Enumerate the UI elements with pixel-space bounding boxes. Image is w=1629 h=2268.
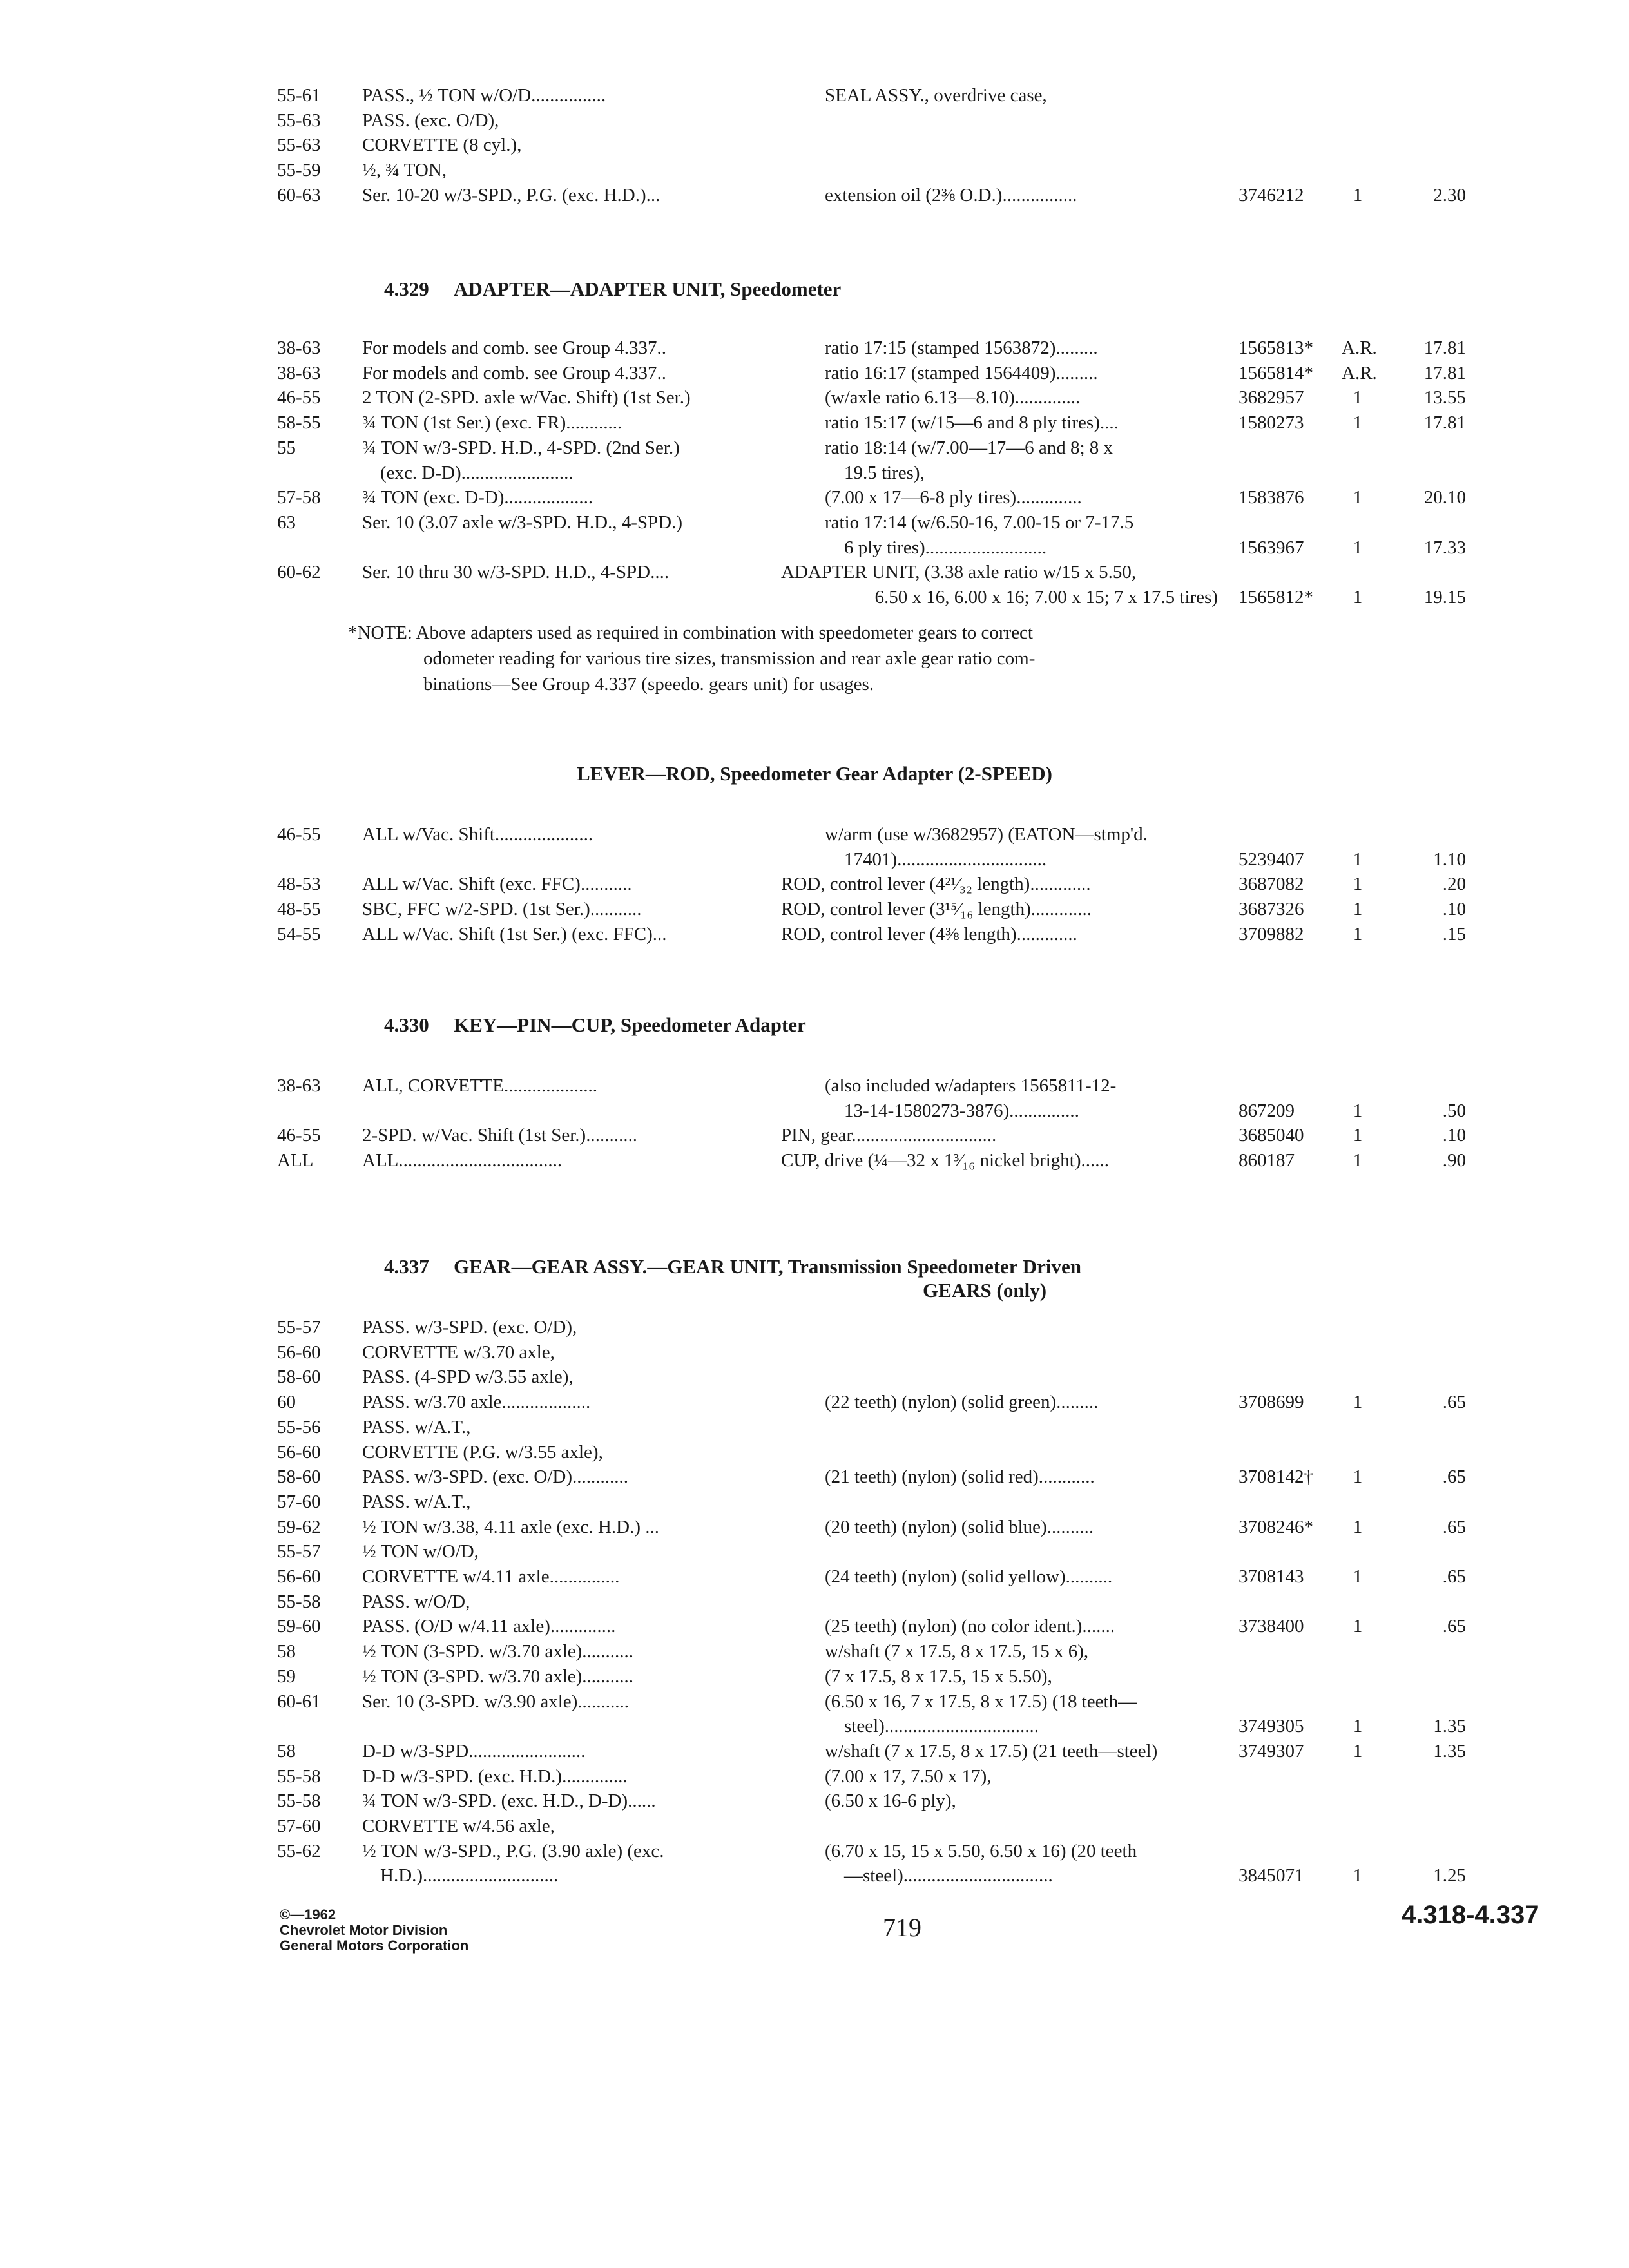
description: (6.50 x 16-6 ply), xyxy=(825,1791,956,1812)
model-year: 58 xyxy=(277,1641,296,1662)
description: (21 teeth) (nylon) (solid red)............ xyxy=(825,1466,1095,1488)
description: ROD, control lever (4²¹⁄₃₂ length)............. xyxy=(781,874,1091,895)
part-number: 3685040 xyxy=(1239,1125,1304,1146)
description: ROD, control lever (3¹⁵⁄₁₆ length)............. xyxy=(781,899,1092,920)
section-title: LEVER—ROD, Speedometer Gear Adapter (2-SPEED) xyxy=(577,762,1052,785)
description: ROD, control lever (4⅜ length)............. xyxy=(781,923,1077,945)
application: For models and comb. see Group 4.337.. xyxy=(362,362,666,383)
application: ALL................................... xyxy=(362,1150,563,1171)
section-heading xyxy=(0,274,1629,304)
application: D-D w/3-SPD......................... xyxy=(362,1740,586,1762)
section-title: GEAR—GEAR ASSY.—GEAR UNIT, Transmission Speedometer Driven xyxy=(454,1255,1082,1278)
description: w/arm (use w/3682957) (EATON—stmp'd. xyxy=(825,824,1148,845)
price: .65 xyxy=(1442,1516,1466,1537)
parts-row xyxy=(0,847,1629,872)
description: ratio 16:17 (stamped 1564409)......... xyxy=(825,362,1098,383)
model-year: 59-62 xyxy=(277,1516,321,1537)
quantity: 1 xyxy=(1353,899,1363,920)
application: Ser. 10 thru 30 w/3-SPD. H.D., 4-SPD.... xyxy=(362,562,670,583)
quantity: 1 xyxy=(1353,849,1363,870)
model-year: 56-60 xyxy=(277,1566,321,1587)
parts-row xyxy=(0,1613,1629,1639)
description: (6.50 x 16, 7 x 17.5, 8 x 17.5) (18 teeth— xyxy=(825,1691,1137,1712)
model-year: 46-55 xyxy=(277,1125,321,1146)
quantity: 1 xyxy=(1353,1616,1363,1637)
application: D-D w/3-SPD. (exc. H.D.).............. xyxy=(362,1765,628,1787)
quantity: 1 xyxy=(1353,1125,1363,1146)
model-year: 55-63 xyxy=(277,135,321,156)
quantity: 1 xyxy=(1353,412,1363,434)
model-year: 58-60 xyxy=(277,1466,321,1488)
model-year: 55-62 xyxy=(277,1840,321,1861)
model-year: 54-55 xyxy=(277,923,321,945)
part-number: 867209 xyxy=(1239,1100,1295,1121)
description: ratio 17:14 (w/6.50-16, 7.00-15 or 7-17.5 xyxy=(825,512,1134,533)
parts-row xyxy=(0,1073,1629,1099)
description: (7.00 x 17—6-8 ply tires).............. xyxy=(825,487,1082,508)
part-number: 1565812* xyxy=(1239,587,1313,608)
parts-row xyxy=(0,1148,1629,1173)
parts-row xyxy=(0,1738,1629,1764)
parts-row xyxy=(0,871,1629,897)
part-number: 3746212 xyxy=(1239,184,1304,206)
model-year: 55-59 xyxy=(277,160,321,181)
application: ALL w/Vac. Shift..................... xyxy=(362,824,593,845)
parts-row xyxy=(0,1813,1629,1839)
description: ratio 17:15 (stamped 1563872)......... xyxy=(825,338,1098,358)
model-year: 58-60 xyxy=(277,1367,321,1388)
description: (w/axle ratio 6.13—8.10).............. xyxy=(825,387,1081,408)
model-year: 48-55 xyxy=(277,899,321,920)
quantity: 1 xyxy=(1353,587,1363,608)
model-year: 58 xyxy=(277,1740,296,1762)
model-year: 38-63 xyxy=(277,338,321,358)
description: (6.70 x 15, 15 x 5.50, 6.50 x 16) (20 teeth xyxy=(825,1840,1137,1861)
price: 20.10 xyxy=(1423,487,1466,508)
parts-row xyxy=(0,584,1629,610)
model-year: 59 xyxy=(277,1666,296,1687)
part-number: 3682957 xyxy=(1239,387,1304,408)
part-number: 3738400 xyxy=(1239,1616,1304,1637)
model-year: 46-55 xyxy=(277,387,321,408)
quantity: 1 xyxy=(1353,1150,1363,1171)
quantity: 1 xyxy=(1353,1716,1363,1737)
parts-row xyxy=(0,182,1629,208)
parts-row xyxy=(0,82,1629,108)
part-number: 1583876 xyxy=(1239,487,1304,508)
section-title: ADAPTER—ADAPTER UNIT, Speedometer xyxy=(454,278,842,300)
application: PASS. (exc. O/D), xyxy=(362,110,499,131)
quantity: 1 xyxy=(1353,387,1363,408)
price: 13.55 xyxy=(1423,387,1466,408)
model-year: 56-60 xyxy=(277,1341,321,1363)
application: CORVETTE w/4.11 axle............... xyxy=(362,1566,620,1587)
footnote xyxy=(348,620,1231,697)
part-number: 1565814* xyxy=(1239,362,1313,383)
model-year: ALL xyxy=(277,1150,314,1171)
part-number: 3708246* xyxy=(1239,1516,1313,1537)
quantity: 1 xyxy=(1353,1100,1363,1121)
quantity: 1 xyxy=(1353,1865,1363,1887)
price: 1.35 xyxy=(1433,1716,1466,1737)
price: 17.81 xyxy=(1423,362,1466,383)
part-number: 3749307 xyxy=(1239,1740,1304,1762)
price: 17.81 xyxy=(1423,412,1466,434)
parts-row xyxy=(0,1639,1629,1664)
application: (exc. D-D)........................ xyxy=(380,462,574,483)
application: PASS. w/O/D, xyxy=(362,1591,470,1612)
description: —steel)................................ xyxy=(844,1865,1053,1887)
application: ½ TON w/3-SPD., P.G. (3.90 axle) (exc. xyxy=(362,1840,664,1861)
part-number: 3687082 xyxy=(1239,874,1304,895)
parts-row xyxy=(0,559,1629,585)
price: 1.35 xyxy=(1433,1740,1466,1762)
model-year: 55-57 xyxy=(277,1317,321,1338)
model-year: 55-58 xyxy=(277,1791,321,1812)
parts-row xyxy=(0,435,1629,461)
group-range: 4.318-4.337 xyxy=(1402,1901,1539,1929)
model-year: 55 xyxy=(277,437,296,458)
application: PASS. (O/D w/4.11 axle).............. xyxy=(362,1616,616,1637)
section-heading xyxy=(0,1010,1629,1040)
parts-row xyxy=(0,410,1629,436)
parts-row xyxy=(0,157,1629,183)
description: SEAL ASSY., overdrive case, xyxy=(825,85,1047,106)
description: (7.00 x 17, 7.50 x 17), xyxy=(825,1765,992,1787)
parts-row xyxy=(0,1514,1629,1540)
parts-row xyxy=(0,1098,1629,1124)
price: .65 xyxy=(1442,1466,1466,1488)
price: .15 xyxy=(1442,923,1466,945)
application: PASS. w/3-SPD. (exc. O/D), xyxy=(362,1317,577,1338)
application: ALL, CORVETTE.................... xyxy=(362,1075,597,1096)
parts-row xyxy=(0,1340,1629,1365)
application: ½ TON w/3.38, 4.11 axle (exc. H.D.) ... xyxy=(362,1516,659,1537)
model-year: 59-60 xyxy=(277,1616,321,1637)
quantity: 1 xyxy=(1353,1392,1363,1413)
description: (22 teeth) (nylon) (solid green)......... xyxy=(825,1392,1099,1413)
part-number: 5239407 xyxy=(1239,849,1304,870)
application: Ser. 10 (3.07 axle w/3-SPD. H.D., 4-SPD.) xyxy=(362,512,683,533)
parts-row xyxy=(0,1589,1629,1615)
application: PASS. (4-SPD w/3.55 axle), xyxy=(362,1367,574,1388)
model-year: 55-63 xyxy=(277,110,321,131)
quantity: A.R. xyxy=(1342,362,1377,383)
model-year: 55-61 xyxy=(277,85,321,106)
description: (20 teeth) (nylon) (solid blue).......... xyxy=(825,1516,1094,1537)
model-year: 55-58 xyxy=(277,1591,321,1612)
model-year: 63 xyxy=(277,512,296,533)
parts-row xyxy=(0,1122,1629,1148)
application: CORVETTE w/4.56 axle, xyxy=(362,1816,555,1836)
application: ½ TON (3-SPD. w/3.70 axle)........... xyxy=(362,1641,634,1662)
application: CORVETTE (8 cyl.), xyxy=(362,135,522,156)
parts-row xyxy=(0,1689,1629,1715)
description: ratio 15:17 (w/15—6 and 8 ply tires).... xyxy=(825,412,1119,434)
part-number: 3749305 xyxy=(1239,1716,1304,1737)
application: ¾ TON w/3-SPD. (exc. H.D., D-D)...... xyxy=(362,1791,656,1812)
footnote-line: *NOTE: Above adapters used as required in combination with speedometer gears to correct xyxy=(348,622,1033,643)
application: PASS. w/3-SPD. (exc. O/D)............ xyxy=(362,1466,629,1488)
parts-row xyxy=(0,1414,1629,1440)
section-title-continued: GEARS (only) xyxy=(922,1279,1047,1302)
application: For models and comb. see Group 4.337.. xyxy=(362,338,666,358)
description: CUP, drive (¼—32 x 1³⁄₁₆ nickel bright)...... xyxy=(781,1150,1109,1171)
price: 2.30 xyxy=(1433,184,1466,206)
quantity: 1 xyxy=(1353,1516,1363,1537)
model-year: 58-55 xyxy=(277,412,321,434)
part-number: 3708142† xyxy=(1239,1466,1313,1488)
model-year: 55-56 xyxy=(277,1416,321,1437)
parts-row xyxy=(0,1314,1629,1340)
model-year: 38-63 xyxy=(277,1075,321,1096)
quantity: 1 xyxy=(1353,487,1363,508)
application: ALL w/Vac. Shift (1st Ser.) (exc. FFC)... xyxy=(362,923,667,945)
parts-row xyxy=(0,535,1629,561)
parts-row xyxy=(0,921,1629,947)
parts-row xyxy=(0,1464,1629,1490)
parts-row xyxy=(0,1564,1629,1590)
price: .65 xyxy=(1442,1566,1466,1587)
application: PASS., ½ TON w/O/D................ xyxy=(362,85,606,106)
description: (also included w/adapters 1565811-12- xyxy=(825,1075,1117,1096)
model-year: 60-62 xyxy=(277,562,321,583)
price: 1.25 xyxy=(1433,1865,1466,1887)
application: SBC, FFC w/2-SPD. (1st Ser.)........... xyxy=(362,899,642,920)
model-year: 55-58 xyxy=(277,1765,321,1787)
model-year: 46-55 xyxy=(277,824,321,845)
footnote-line: binations—See Group 4.337 (speedo. gears unit) for usages. xyxy=(423,674,874,695)
parts-row xyxy=(0,108,1629,133)
part-number: 3845071 xyxy=(1239,1865,1304,1887)
parts-row xyxy=(0,896,1629,922)
application: ½ TON w/O/D, xyxy=(362,1541,479,1562)
description: PIN, gear............................... xyxy=(781,1125,997,1146)
quantity: 1 xyxy=(1353,184,1363,206)
quantity: 1 xyxy=(1353,1466,1363,1488)
quantity: 1 xyxy=(1353,923,1363,945)
price: .50 xyxy=(1442,1100,1466,1121)
application: ½ TON (3-SPD. w/3.70 axle)........... xyxy=(362,1666,634,1687)
model-year: 56-60 xyxy=(277,1441,321,1463)
part-number: 3708699 xyxy=(1239,1392,1304,1413)
section-number: 4.329 xyxy=(384,278,429,300)
quantity: 1 xyxy=(1353,537,1363,558)
application: ½, ¾ TON, xyxy=(362,160,447,181)
part-number: 3708143 xyxy=(1239,1566,1304,1587)
description: w/shaft (7 x 17.5, 8 x 17.5) (21 teeth—steel) xyxy=(825,1740,1158,1762)
application: ¾ TON w/3-SPD. H.D., 4-SPD. (2nd Ser.) xyxy=(362,437,680,458)
application: ¾ TON (1st Ser.) (exc. FR)............ xyxy=(362,412,622,434)
parts-row xyxy=(0,1439,1629,1465)
description: steel)................................. xyxy=(844,1716,1039,1737)
price: .10 xyxy=(1442,899,1466,920)
description: 17401)................................ xyxy=(844,849,1047,870)
section-title: KEY—PIN—CUP, Speedometer Adapter xyxy=(454,1014,806,1036)
price: .65 xyxy=(1442,1392,1466,1413)
model-year: 55-57 xyxy=(277,1541,321,1562)
application: Ser. 10-20 w/3-SPD., P.G. (exc. H.D.)... xyxy=(362,184,660,206)
model-year: 60 xyxy=(277,1392,296,1413)
footer-division: Chevrolet Motor Division xyxy=(280,1922,448,1938)
application: Ser. 10 (3-SPD. w/3.90 axle)........... xyxy=(362,1691,630,1712)
application: ALL w/Vac. Shift (exc. FFC)........... xyxy=(362,874,632,895)
page-number: 719 xyxy=(883,1913,921,1942)
application: 2 TON (2-SPD. axle w/Vac. Shift) (1st Ser.) xyxy=(362,387,691,408)
parts-row xyxy=(0,1838,1629,1864)
description: ratio 18:14 (w/7.00—17—6 and 8; 8 x xyxy=(825,437,1113,458)
description: ADAPTER UNIT, (3.38 axle ratio w/15 x 5.50, xyxy=(781,562,1137,583)
price: 17.81 xyxy=(1423,338,1466,358)
model-year: 60-61 xyxy=(277,1691,321,1712)
part-number: 860187 xyxy=(1239,1150,1295,1171)
application: H.D.)............................. xyxy=(380,1865,559,1887)
description: 19.5 tires), xyxy=(844,462,925,483)
price: .90 xyxy=(1442,1150,1466,1171)
parts-row xyxy=(0,1489,1629,1515)
model-year: 48-53 xyxy=(277,874,321,895)
model-year: 57-58 xyxy=(277,487,321,508)
part-number: 1580273 xyxy=(1239,412,1304,434)
parts-row xyxy=(0,360,1629,386)
section-number: 4.330 xyxy=(384,1014,429,1036)
section-heading-continued xyxy=(0,1276,1629,1305)
description: (24 teeth) (nylon) (solid yellow).......... xyxy=(825,1566,1113,1587)
part-number: 1563967 xyxy=(1239,537,1304,558)
quantity: A.R. xyxy=(1342,338,1377,358)
price: .65 xyxy=(1442,1616,1466,1637)
description: w/shaft (7 x 17.5, 8 x 17.5, 15 x 6), xyxy=(825,1641,1089,1662)
parts-row xyxy=(0,822,1629,847)
parts-row xyxy=(0,1364,1629,1390)
section-heading xyxy=(0,759,1629,789)
quantity: 1 xyxy=(1353,1740,1363,1762)
model-year: 38-63 xyxy=(277,362,321,383)
part-number: 3709882 xyxy=(1239,923,1304,945)
footer-publisher xyxy=(280,1907,468,1954)
price: .20 xyxy=(1442,874,1466,895)
parts-row xyxy=(0,1664,1629,1689)
part-number: 3687326 xyxy=(1239,899,1304,920)
footer-copyright: ©—1962 xyxy=(280,1907,336,1923)
parts-row xyxy=(0,1713,1629,1739)
price: 19.15 xyxy=(1423,587,1466,608)
footer-corporation: General Motors Corporation xyxy=(280,1937,469,1954)
application: PASS. w/A.T., xyxy=(362,1416,471,1437)
parts-row xyxy=(0,335,1629,361)
price: 17.33 xyxy=(1423,537,1466,558)
parts-row xyxy=(0,385,1629,410)
parts-row xyxy=(0,460,1629,486)
application: 2-SPD. w/Vac. Shift (1st Ser.)........... xyxy=(362,1125,637,1146)
part-number: 1565813* xyxy=(1239,338,1313,358)
model-year: 60-63 xyxy=(277,184,321,206)
price: .10 xyxy=(1442,1125,1466,1146)
footnote-line: odometer reading for various tire sizes, transmission and rear axle gear ratio com- xyxy=(423,648,1036,669)
description: 6.50 x 16, 6.00 x 16; 7.00 x 15; 7 x 17.5 tires) xyxy=(874,587,1218,608)
parts-row xyxy=(0,1763,1629,1789)
parts-row xyxy=(0,510,1629,535)
application: CORVETTE (P.G. w/3.55 axle), xyxy=(362,1441,603,1463)
description: 6 ply tires).......................... xyxy=(844,537,1047,558)
parts-row xyxy=(0,1863,1629,1888)
description: 13-14-1580273-3876)............... xyxy=(844,1100,1079,1121)
parts-row xyxy=(0,132,1629,158)
application: PASS. w/A.T., xyxy=(362,1491,471,1512)
parts-row xyxy=(0,485,1629,510)
description: (25 teeth) (nylon) (no color ident.)....... xyxy=(825,1616,1115,1637)
application: ¾ TON (exc. D-D)................... xyxy=(362,487,593,508)
quantity: 1 xyxy=(1353,1566,1363,1587)
parts-row xyxy=(0,1389,1629,1415)
application: CORVETTE w/3.70 axle, xyxy=(362,1341,555,1363)
section-number: 4.337 xyxy=(384,1255,429,1278)
description: (7 x 17.5, 8 x 17.5, 15 x 5.50), xyxy=(825,1666,1052,1687)
parts-row xyxy=(0,1539,1629,1564)
application: PASS. w/3.70 axle................... xyxy=(362,1392,591,1413)
description: extension oil (2⅜ O.D.)................ xyxy=(825,184,1077,206)
quantity: 1 xyxy=(1353,874,1363,895)
model-year: 57-60 xyxy=(277,1816,321,1836)
parts-row xyxy=(0,1788,1629,1814)
model-year: 57-60 xyxy=(277,1491,321,1512)
price: 1.10 xyxy=(1433,849,1466,870)
